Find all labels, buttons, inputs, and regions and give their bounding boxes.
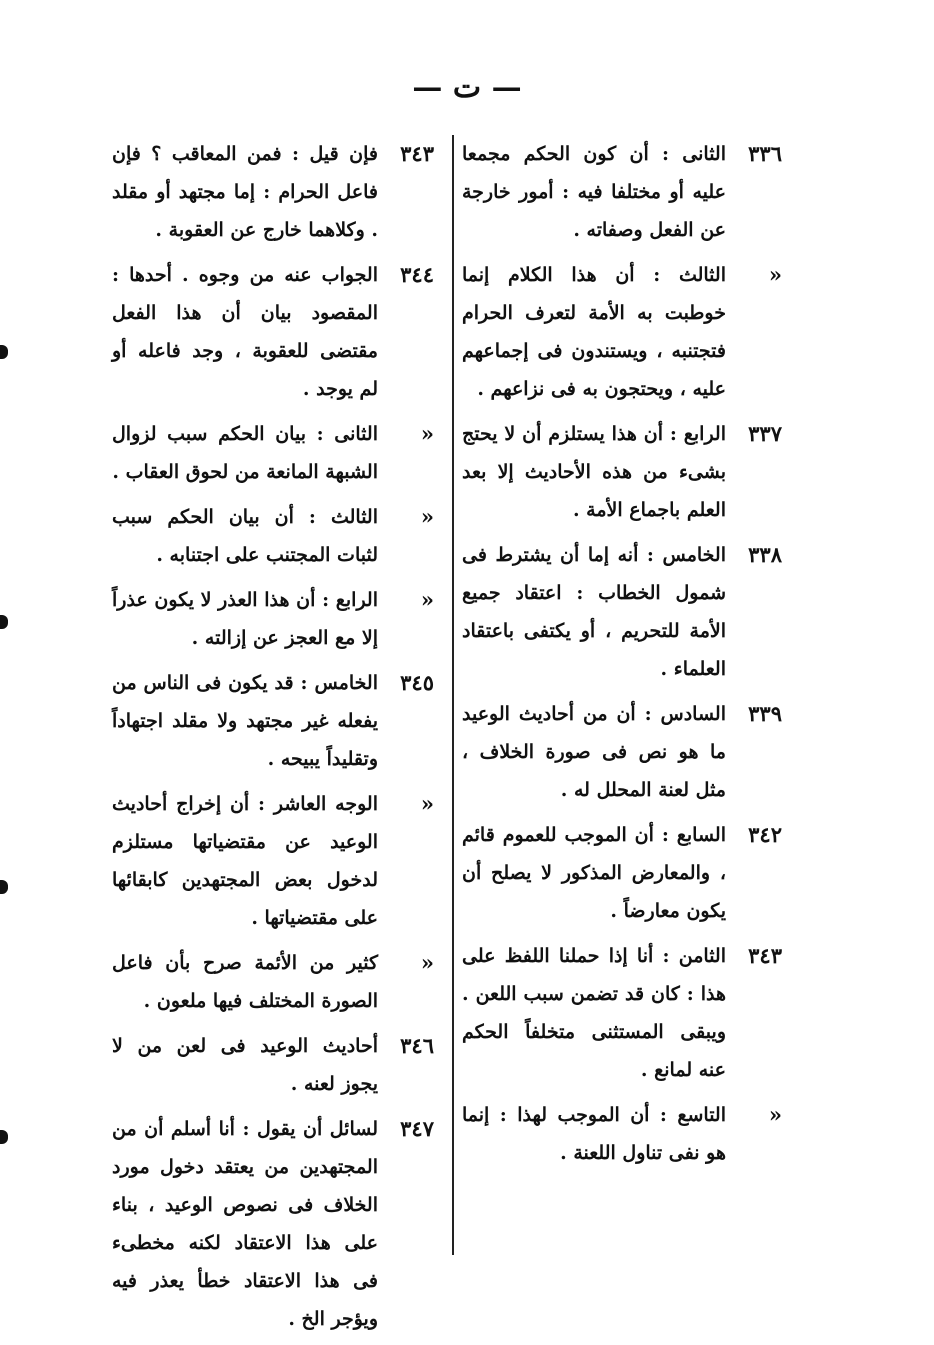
index-entry	[112, 1027, 434, 1103]
right-column	[462, 135, 782, 1179]
entry-number: ٣٤٤	[400, 262, 434, 287]
binding-hole-mark	[0, 1130, 8, 1144]
entry-number: «	[420, 421, 434, 446]
index-entry	[112, 256, 434, 408]
index-entry	[462, 937, 782, 1089]
entry-number: ٣٣٨	[748, 542, 782, 567]
entry-text: الثالث : أن هذا الكلام إنما خوطبت به الأمة لتعرف الحرام فتجتنبه ، ويستندون فى إجماعهم عليه ، ويحتجون به فى نزاعهم .	[462, 264, 726, 400]
binding-hole-mark	[0, 345, 8, 359]
entry-text: السادس : أن من أحاديث الوعيد ما هو نص فى صورة الخلاف ، مثل لعنة المحلل له .	[462, 703, 726, 801]
index-entry	[462, 256, 782, 408]
entry-text: الثالث : أن بيان الحكم سبب لثبات المجتنب على اجتنابه .	[112, 506, 378, 566]
entry-text: أحاديث الوعيد فى لعن من لا يجوز لعنه .	[112, 1035, 378, 1095]
entry-number: ٣٣٦	[748, 141, 782, 166]
index-entry	[462, 695, 782, 809]
entry-text: الرابع : أن هذا العذر لا يكون عذراً إلا مع العجز عن إزالته .	[112, 589, 378, 649]
entry-number: ٣٤٦	[400, 1033, 434, 1058]
entry-text: الثانى : بيان الحكم سبب لزوال الشبهة المانعة من لحوق العقاب .	[112, 423, 378, 483]
entry-number: ٣٤٣	[748, 943, 782, 968]
binding-hole-mark	[0, 880, 8, 894]
entry-text: الجواب عنه من وجوه . أحدها : المقصود بيان أن هذا الفعل مقتضى للعقوبة ، وجد فاعله أو لم يوجد .	[112, 264, 378, 400]
entry-text: الخامس : قد يكون فى الناس من يفعله غير مجتهد ولا مقلد اجتهاداً وتقليداً يبيحه .	[112, 672, 378, 770]
column-divider	[452, 135, 454, 1255]
index-entry	[112, 135, 434, 249]
index-entry	[112, 664, 434, 778]
entry-text: الوجه العاشر : أن إخراج أحاديث الوعيد عن مقتضياتها مستلزم لدخول بعض المجتهدين كابقائها على مقتضياتها .	[112, 793, 378, 929]
index-entry	[462, 1096, 782, 1172]
entry-text: لسائل أن يقول : أنا أسلم أن من المجتهدين من يعتقد دخول مورد الخلاف فى نصوص الوعيد ، بناء على هذا الاعتقاد لكنه مخطىء فى هذا الاعتقاد خطأ يعذر فيه ويؤجر الخ .	[112, 1118, 378, 1330]
index-entry	[462, 816, 782, 930]
index-entry	[112, 785, 434, 937]
entry-text: الرابع : أن هذا يستلزم أن لا يحتج بشىء من هذه الأحاديث إلا بعد العلم باجماع الأمة .	[462, 423, 726, 521]
index-entry	[462, 536, 782, 688]
index-entry	[112, 581, 434, 657]
entry-number: «	[768, 262, 782, 287]
index-entry	[112, 415, 434, 491]
entry-number: ٣٤٣	[400, 141, 434, 166]
entry-text: فإن قيل : فمن المعاقب ؟ فإن فاعل الحرام : إما مجتهد أو مقلد . وكلاهما خارج عن العقوبة .	[112, 143, 378, 241]
entry-text: الخامس : أنه إما أن يشترط فى شمول الخطاب : اعتقاد جميع الأمة للتحريم ، أو يكتفى باعتقاد العلماء .	[462, 544, 726, 680]
entry-number: «	[420, 791, 434, 816]
entry-text: السابع : أن الموجب للعموم قائم ، والمعارض المذكور لا يصلح أن يكون معارضاً .	[462, 824, 726, 922]
entry-number: «	[420, 587, 434, 612]
entry-number: «	[420, 950, 434, 975]
entry-text: كثير من الأئمة صرح بأن فاعل الصورة المختلف فيها ملعون .	[112, 952, 378, 1012]
entry-number: ٣٤٧	[400, 1116, 434, 1141]
entry-text: الثانى : أن كون الحكم مجمعا عليه أو مختلفا فيه : أمور خارجة عن الفعل وصفاته .	[462, 143, 726, 241]
entry-number: ٣٤٢	[748, 822, 782, 847]
entry-number: ٣٣٩	[748, 701, 782, 726]
page-header: — ت —	[412, 70, 522, 105]
entry-number: «	[420, 504, 434, 529]
entry-text: التاسع : أن الموجب لهذا : إنما هو نفى تناول اللعنة .	[462, 1104, 726, 1164]
index-entry	[112, 944, 434, 1020]
entry-number: ٣٣٧	[748, 421, 782, 446]
entry-number: «	[768, 1102, 782, 1127]
left-column	[112, 135, 434, 1345]
binding-hole-mark	[0, 615, 8, 629]
entry-number: ٣٤٥	[400, 670, 434, 695]
index-entry	[462, 135, 782, 249]
entry-text: الثامن : أنا إذا حملنا اللفظ على هذا : كان قد تضمن سبب اللعن . ويبقى المستثنى متخلفاً الحكم عنه لمانع .	[462, 945, 726, 1081]
index-entry	[112, 498, 434, 574]
index-entry	[462, 415, 782, 529]
index-entry	[112, 1110, 434, 1338]
